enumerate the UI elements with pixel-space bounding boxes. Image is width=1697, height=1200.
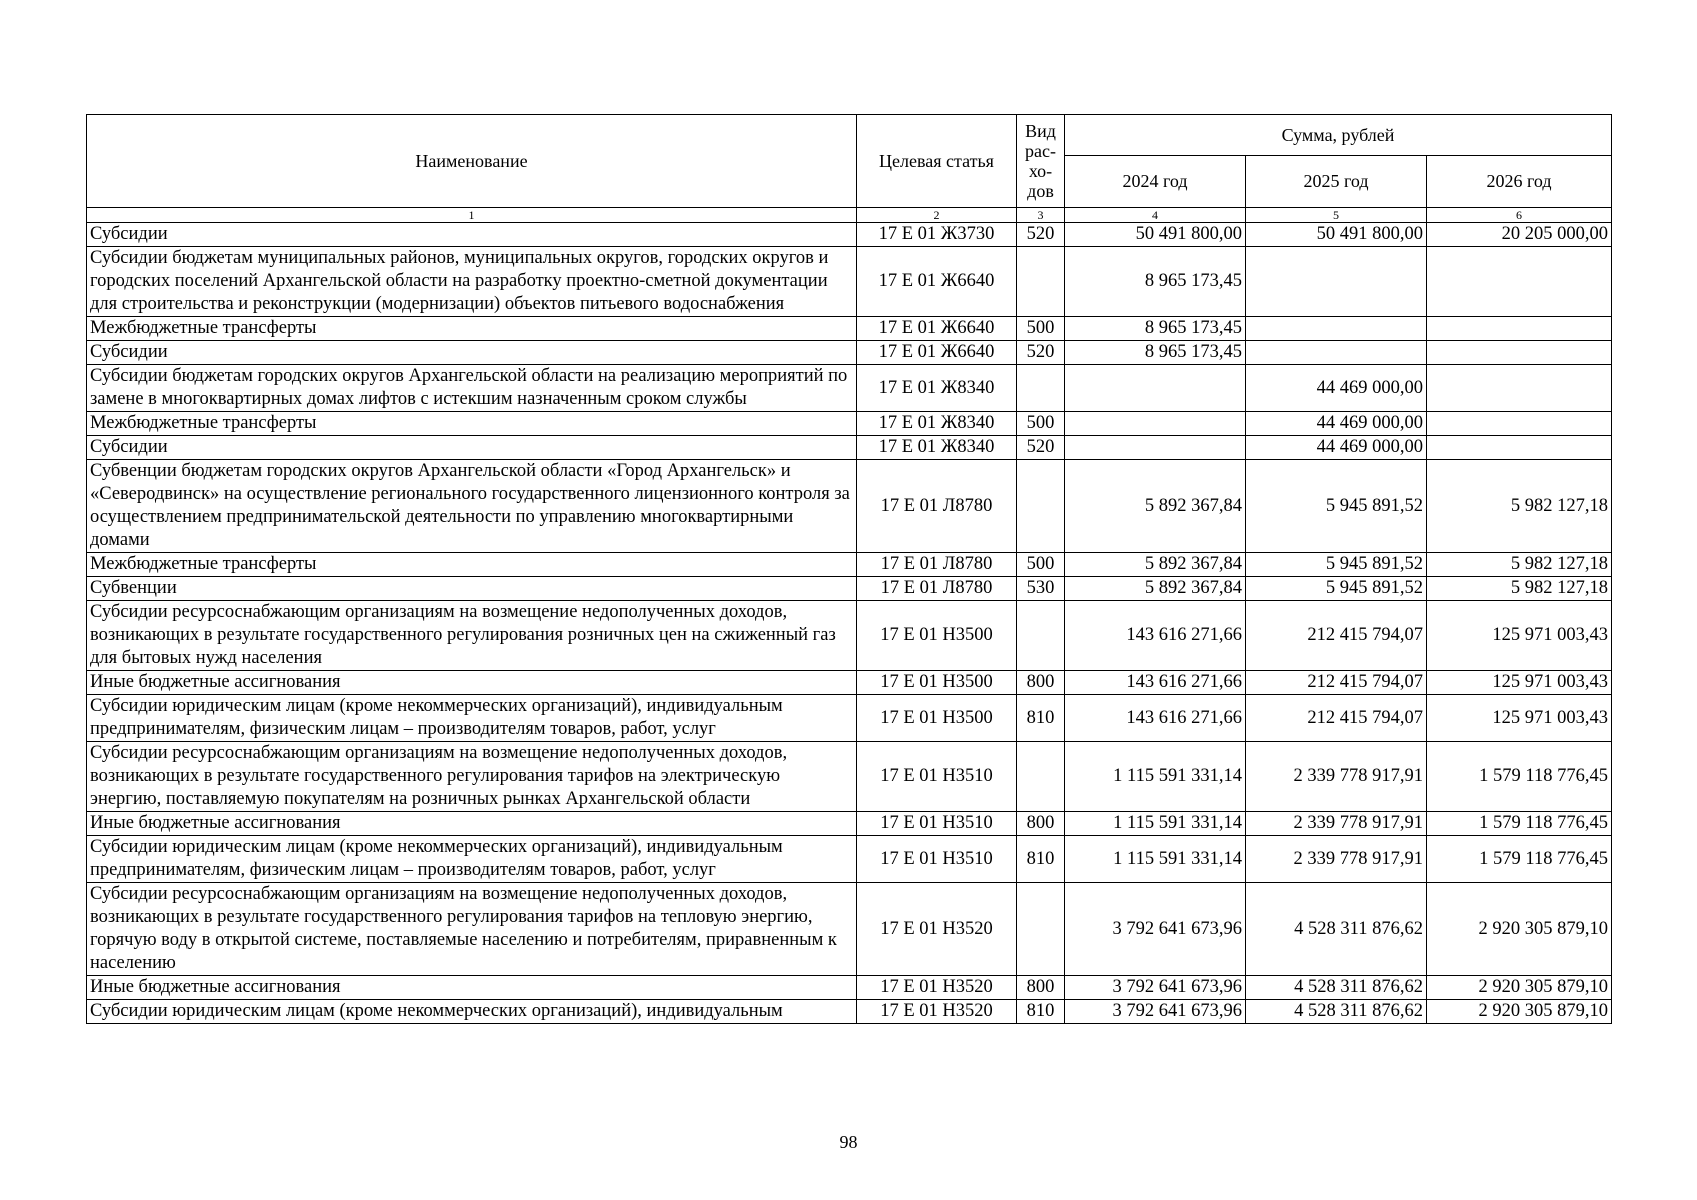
row-expense-type: 810 [1017,695,1065,742]
row-expense-type: 520 [1017,341,1065,365]
row-sum-2024: 143 616 271,66 [1065,601,1246,671]
row-sum-2026: 1 579 118 776,45 [1427,742,1612,812]
column-number: 1 [87,208,857,223]
row-sum-2026: 5 982 127,18 [1427,577,1612,601]
table-row [87,883,1612,976]
header-year-2025: 2025 год [1246,156,1427,208]
row-sum-2024: 1 115 591 331,14 [1065,836,1246,883]
row-sum-2026: 5 982 127,18 [1427,553,1612,577]
row-expense-type [1017,365,1065,412]
row-sum-2025 [1246,317,1427,341]
header-name: Наименование [87,115,857,208]
table-row [87,317,1612,341]
row-sum-2026: 125 971 003,43 [1427,671,1612,695]
row-sum-2025: 4 528 311 876,62 [1246,976,1427,1000]
table-row [87,836,1612,883]
row-sum-2026: 125 971 003,43 [1427,695,1612,742]
row-sum-2025: 44 469 000,00 [1246,436,1427,460]
row-sum-2024: 3 792 641 673,96 [1065,883,1246,976]
row-name: Субвенции [87,577,857,601]
row-sum-2026 [1427,317,1612,341]
row-sum-2026 [1427,247,1612,317]
row-expense-type [1017,742,1065,812]
row-expense-type [1017,460,1065,553]
row-sum-2025: 44 469 000,00 [1246,412,1427,436]
row-sum-2026: 1 579 118 776,45 [1427,812,1612,836]
row-name: Иные бюджетные ассигнования [87,671,857,695]
row-sum-2024: 143 616 271,66 [1065,671,1246,695]
row-target-article: 17 Е 01 Л8780 [857,577,1017,601]
row-target-article: 17 Е 01 Л8780 [857,460,1017,553]
row-sum-2026: 1 579 118 776,45 [1427,836,1612,883]
table-row [87,695,1612,742]
header-expense-type: Вид рас-хо-дов [1017,115,1065,208]
row-sum-2024: 3 792 641 673,96 [1065,1000,1246,1024]
row-target-article: 17 Е 01 Ж6640 [857,247,1017,317]
row-target-article: 17 Е 01 Н3510 [857,836,1017,883]
row-expense-type: 810 [1017,1000,1065,1024]
table-row [87,601,1612,671]
row-target-article: 17 Е 01 Н3510 [857,812,1017,836]
column-number: 6 [1427,208,1612,223]
row-target-article: 17 Е 01 Н3500 [857,671,1017,695]
row-sum-2026: 5 982 127,18 [1427,460,1612,553]
row-name: Субсидии ресурсоснабжающим организациям на возмещение недополученных доходов, возникающих в результате государственного регулирования тарифов на электрическую энергию, поставляемую покупателям на розничных рынках Архангельской области [87,742,857,812]
row-target-article: 17 Е 01 Н3500 [857,601,1017,671]
row-sum-2025: 2 339 778 917,91 [1246,742,1427,812]
row-sum-2026: 20 205 000,00 [1427,223,1612,247]
row-expense-type: 520 [1017,223,1065,247]
row-sum-2024 [1065,412,1246,436]
row-target-article: 17 Е 01 Ж6640 [857,317,1017,341]
row-expense-type: 800 [1017,671,1065,695]
row-target-article: 17 Е 01 Ж8340 [857,412,1017,436]
table-row [87,553,1612,577]
row-sum-2026: 2 920 305 879,10 [1427,1000,1612,1024]
row-sum-2024: 5 892 367,84 [1065,553,1246,577]
row-sum-2025: 5 945 891,52 [1246,553,1427,577]
row-name: Межбюджетные трансферты [87,553,857,577]
table-row [87,671,1612,695]
row-sum-2026 [1427,436,1612,460]
table-row [87,812,1612,836]
table-row [87,247,1612,317]
header-year-2024: 2024 год [1065,156,1246,208]
row-expense-type: 530 [1017,577,1065,601]
row-sum-2025: 44 469 000,00 [1246,365,1427,412]
table-row [87,436,1612,460]
row-sum-2024: 5 892 367,84 [1065,460,1246,553]
table-row [87,1000,1612,1024]
row-name: Субсидии бюджетам городских округов Архангельской области на реализацию мероприятий по замене в многоквартирных домах лифтов с истекшим назначенным сроком службы [87,365,857,412]
row-sum-2024: 8 965 173,45 [1065,341,1246,365]
row-name: Межбюджетные трансферты [87,317,857,341]
row-target-article: 17 Е 01 Ж6640 [857,341,1017,365]
row-sum-2026: 2 920 305 879,10 [1427,976,1612,1000]
row-name: Субсидии юридическим лицам (кроме некоммерческих организаций), индивидуальным [87,1000,857,1024]
header-sum: Сумма, рублей [1065,115,1612,156]
row-target-article: 17 Е 01 Л8780 [857,553,1017,577]
column-number: 5 [1246,208,1427,223]
table-row [87,365,1612,412]
row-name: Субсидии [87,223,857,247]
row-name: Субсидии юридическим лицам (кроме некоммерческих организаций), индивидуальным предпринимателям, физическим лицам – производителям товаров, работ, услуг [87,836,857,883]
row-sum-2024: 5 892 367,84 [1065,577,1246,601]
table-row [87,460,1612,553]
row-sum-2026 [1427,365,1612,412]
row-name: Иные бюджетные ассигнования [87,812,857,836]
table-header [87,115,1612,223]
row-name: Межбюджетные трансферты [87,412,857,436]
table-row [87,341,1612,365]
row-name: Субсидии [87,341,857,365]
table-row [87,412,1612,436]
row-sum-2024: 8 965 173,45 [1065,317,1246,341]
table-row [87,223,1612,247]
row-sum-2024: 1 115 591 331,14 [1065,742,1246,812]
row-sum-2024: 1 115 591 331,14 [1065,812,1246,836]
row-name: Иные бюджетные ассигнования [87,976,857,1000]
row-expense-type: 800 [1017,976,1065,1000]
row-sum-2026 [1427,412,1612,436]
row-expense-type: 500 [1017,553,1065,577]
column-number: 4 [1065,208,1246,223]
row-target-article: 17 Е 01 Н3520 [857,1000,1017,1024]
table-body [87,223,1612,1024]
row-sum-2025: 5 945 891,52 [1246,577,1427,601]
row-name: Субсидии бюджетам муниципальных районов, муниципальных округов, городских округов и городских поселений Архангельской области на разработку проектно-сметной документации для строительства и реконструкции (модернизации) объектов питьевого водоснабжения [87,247,857,317]
row-sum-2026: 2 920 305 879,10 [1427,883,1612,976]
row-sum-2024: 50 491 800,00 [1065,223,1246,247]
row-target-article: 17 Е 01 Н3520 [857,976,1017,1000]
row-sum-2025: 5 945 891,52 [1246,460,1427,553]
row-expense-type [1017,883,1065,976]
row-sum-2025 [1246,247,1427,317]
row-target-article: 17 Е 01 Н3510 [857,742,1017,812]
table-row [87,976,1612,1000]
row-sum-2024 [1065,365,1246,412]
row-expense-type: 500 [1017,317,1065,341]
row-sum-2025 [1246,341,1427,365]
row-expense-type [1017,601,1065,671]
row-target-article: 17 Е 01 Н3500 [857,695,1017,742]
row-name: Субсидии ресурсоснабжающим организациям на возмещение недополученных доходов, возникающих в результате государственного регулирования тарифов на тепловую энергию, горячую воду в открытой системе, поставляемые населению и потребителям, приравненным к населению [87,883,857,976]
table-row [87,742,1612,812]
page-number: 98 [839,1132,858,1152]
row-sum-2026 [1427,341,1612,365]
row-target-article: 17 Е 01 Ж8340 [857,365,1017,412]
row-sum-2024 [1065,436,1246,460]
row-sum-2025: 212 415 794,07 [1246,601,1427,671]
row-sum-2025: 212 415 794,07 [1246,695,1427,742]
row-sum-2025: 4 528 311 876,62 [1246,1000,1427,1024]
row-sum-2025: 4 528 311 876,62 [1246,883,1427,976]
table-row [87,577,1612,601]
row-sum-2026: 125 971 003,43 [1427,601,1612,671]
row-sum-2024: 143 616 271,66 [1065,695,1246,742]
row-sum-2025: 2 339 778 917,91 [1246,812,1427,836]
row-name: Субсидии ресурсоснабжающим организациям на возмещение недополученных доходов, возникающих в результате государственного регулирования розничных цен на сжиженный газ для бытовых нужд населения [87,601,857,671]
row-sum-2025: 50 491 800,00 [1246,223,1427,247]
row-sum-2024: 8 965 173,45 [1065,247,1246,317]
row-name: Субвенции бюджетам городских округов Архангельской области «Город Архангельск» и «Северодвинск» на осуществление регионального государственного лицензионного контроля за осуществлением предпринимательской деятельности по управлению многоквартирными домами [87,460,857,553]
row-expense-type: 500 [1017,412,1065,436]
row-expense-type: 520 [1017,436,1065,460]
row-sum-2025: 212 415 794,07 [1246,671,1427,695]
header-year-2026: 2026 год [1427,156,1612,208]
row-expense-type: 800 [1017,812,1065,836]
row-sum-2025: 2 339 778 917,91 [1246,836,1427,883]
row-expense-type: 810 [1017,836,1065,883]
header-target-article: Целевая статья [857,115,1017,208]
row-target-article: 17 Е 01 Ж8340 [857,436,1017,460]
budget-table [86,114,1612,1024]
column-number-row [87,208,1612,223]
row-target-article: 17 Е 01 Н3520 [857,883,1017,976]
row-name: Субсидии юридическим лицам (кроме некоммерческих организаций), индивидуальным предпринимателям, физическим лицам – производителям товаров, работ, услуг [87,695,857,742]
row-target-article: 17 Е 01 Ж3730 [857,223,1017,247]
column-number: 2 [857,208,1017,223]
row-name: Субсидии [87,436,857,460]
row-sum-2024: 3 792 641 673,96 [1065,976,1246,1000]
column-number: 3 [1017,208,1065,223]
row-expense-type [1017,247,1065,317]
